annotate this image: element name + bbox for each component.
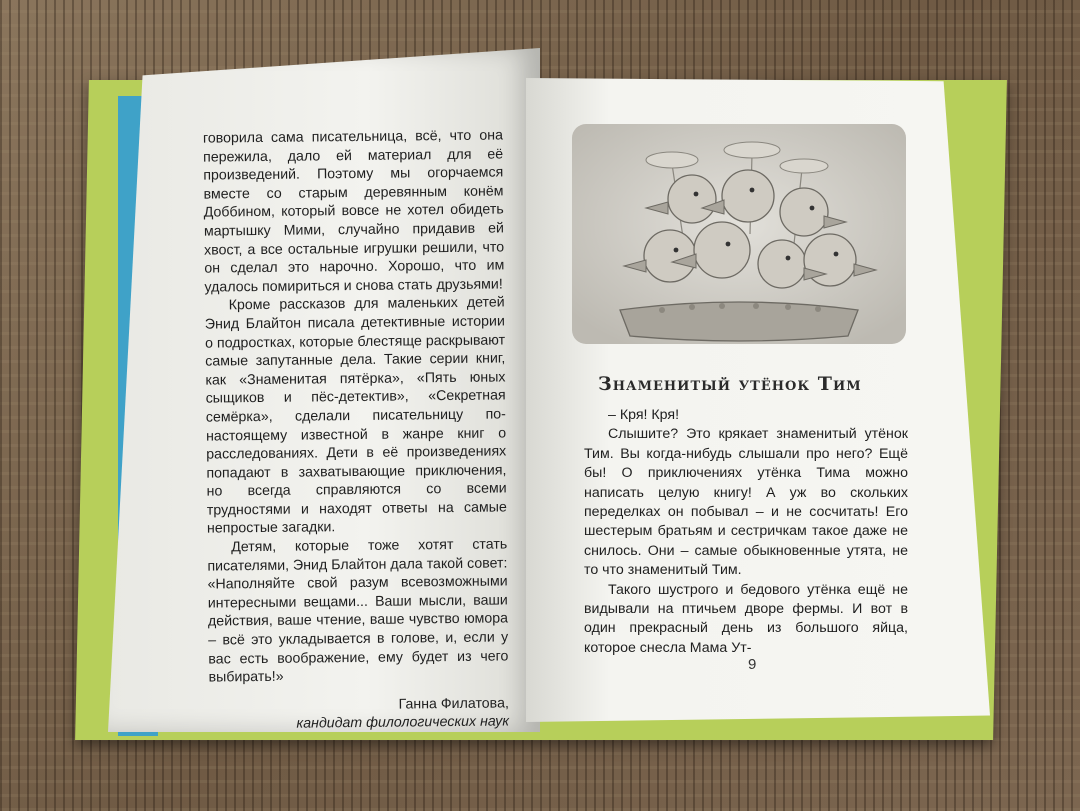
left-paragraph-3: Детям, которые тоже хотят стать писателями, Энид Блайтон дала такой совет: «Наполняйте свой разум всевозможными интересными вещами... Ваши мысли, ваши действия, ваше чтение, ваше чувство юмора – всё это укладывается в голове, и, если у вас есть воображение, ему будет из чего выбирать!» — [207, 536, 509, 686]
right-page-text — [584, 406, 908, 658]
signature-name: Ганна Филатова, — [398, 695, 509, 713]
right-paragraph-3: Такого шустрого и бедового утёнка ещё не видывали на птичьем дворе фермы. И вот в один прекрасный день из большого яйца, которое снесла Мама Ут- — [584, 581, 908, 656]
chapter-title: Знаменитый утёнок Тим — [598, 373, 862, 395]
page-number: 9 — [748, 656, 757, 673]
right-paragraph-2: Слышите? Это крякает знаменитый утёнок Тим. Вы когда-нибудь слышали про него? Ещё бы! О приключениях утёнка Тима можно написать целую книгу! А уж во скольких переделках он побывал – и не сосчитать! Его шестерым братьям и сестричкам такое даже не снилось. Они – самые обыкновенные утята, не то что знаменитый Тим. — [584, 426, 908, 579]
signature-title: кандидат филологических наук — [296, 713, 510, 733]
left-paragraph-1: говорила сама писательница, всё, что она пережила, дало ей материал для её произведений. Поэтому мы огорчаемся вместе со старым деревянным конём Доббином, который вовсе не хотел обидеть мартышку Мими, случайно придавив ей хвост, а все остальные игрушки решили, что он сделал это нарочно. Хорошо, что им удалось помириться и снова стать друзьями! — [202, 127, 505, 296]
left-paragraph-2: Кроме рассказов для маленьких детей Энид Блайтон писала детективные истории о подростках, которые блестяще раскрывают самые запутанные дела. Такие серии книг, как «Знаменитая пятёрка», «Пять юных сыщиков и пёс-детектив», «Секретная семёрка», сделали писательницу по-настоящему известной в жанре книг о расследованиях. Дети в её произведениях попадают в захватывающие приключения, но всегда справляются со всеми трудностями и находят ответы на самые непростые загадки. — [204, 294, 507, 538]
right-paragraph-1: – Кря! Кря! — [608, 407, 680, 423]
left-page-text — [203, 126, 509, 734]
ducklings-illustration — [572, 124, 906, 344]
